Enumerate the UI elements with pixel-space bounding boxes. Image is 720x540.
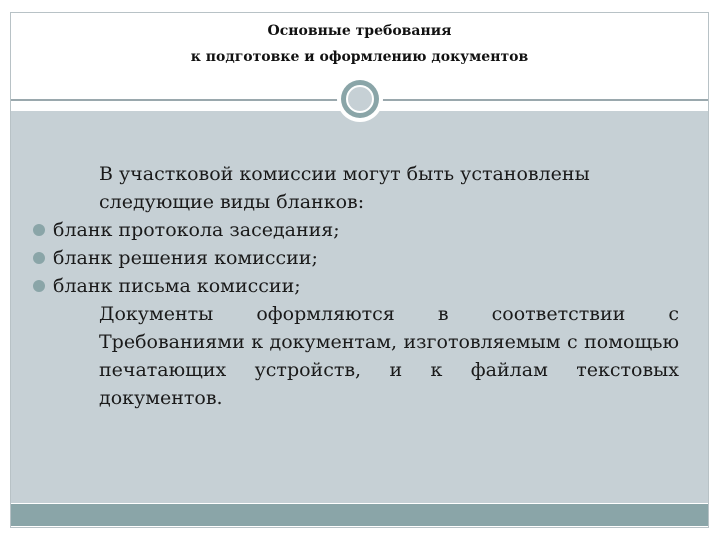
list-item — [33, 216, 679, 244]
list-item-text: бланк протокола заседания; — [53, 219, 340, 241]
slide-body — [33, 160, 679, 412]
bottom-band — [11, 504, 708, 526]
bullet-icon — [33, 280, 45, 292]
bullet-icon — [33, 252, 45, 264]
title-line-2: к подготовке и оформлению документов — [190, 49, 529, 65]
list-item-text: бланк письма комиссии; — [53, 275, 301, 297]
list-item-text: бланк решения комиссии; — [53, 247, 318, 269]
closing-paragraph: Документы оформляются в соответствии с Требованиями к документам, изготовляемым с помощью печатающих устройств, и к файлам текстовых документов. — [99, 303, 679, 409]
bullet-icon — [33, 224, 45, 236]
circle-ornament-center — [346, 85, 374, 113]
title-line-1: Основные требования — [267, 23, 452, 39]
list-item — [33, 244, 679, 272]
list-item — [33, 272, 679, 300]
intro-paragraph: В участковой комиссии могут быть установлены следующие виды бланков: — [99, 163, 590, 213]
